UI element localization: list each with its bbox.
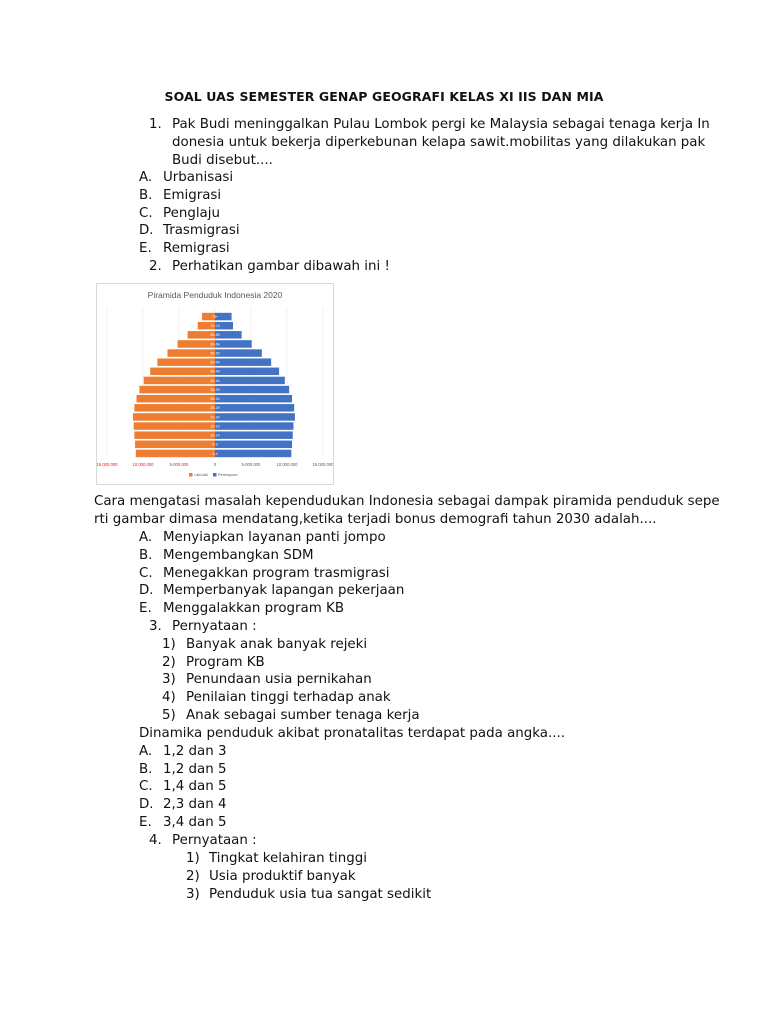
page-title: SOAL UAS SEMESTER GENAP GEOGRAFI KELAS XI IIS DAN MIA [164,89,604,104]
option-letter: B. [139,548,153,563]
option-text: Penglaju [163,206,220,221]
question-number: 3. [149,619,162,634]
category-label: 65-69 [210,333,220,338]
bar-perempuan [215,349,262,356]
legend-label: Laki-laki [194,473,208,477]
bar-perempuan [215,395,292,402]
bar-perempuan [215,450,291,457]
statement-number: 2) [186,869,200,884]
legend-swatch [189,473,193,477]
bar-laki-laki [178,340,215,347]
statement-text: Tingkat kelahiran tinggi [209,851,367,866]
bar-perempuan [215,422,293,429]
bar-laki-laki [167,349,215,356]
chart-title: Piramida Penduduk Indonesia 2020 [147,290,283,300]
x-tick-label: 15.000.000 [97,462,118,467]
option-text: Menyiapkan layanan panti jompo [163,530,386,545]
statement-text: Penduduk usia tua sangat sedikit [209,887,432,902]
bar-laki-laki [133,413,215,420]
bar-laki-laki [150,368,215,375]
category-label: 0-4 [212,451,218,456]
category-label: 50-54 [210,360,220,365]
option-text: Emigrasi [163,188,222,203]
question-text: Pernyataan : [172,833,257,848]
category-label: 55-59 [210,351,220,356]
option-letter: B. [139,188,153,203]
x-tick-label: 5.000.000 [241,462,261,467]
option-letter: A. [139,744,153,759]
option-text: 1,2 dan 5 [163,762,227,777]
question-text-line: donesia untuk bekerja diperkebunan kelapa sawit.mobilitas yang dilakukan pak [172,135,706,150]
x-tick-label: 15.000.000 [312,462,333,467]
statement-number: 3) [186,887,200,902]
bar-perempuan [215,413,295,420]
category-label: 60-64 [210,342,220,347]
bar-laki-laki [137,395,215,402]
statement-number: 5) [162,708,176,723]
option-letter: C. [139,779,153,794]
option-text: 1,2 dan 3 [163,744,227,759]
option-letter: D. [139,583,154,598]
statement-text: Usia produktif banyak [209,869,356,884]
option-letter: D. [139,223,154,238]
option-letter: B. [139,762,153,777]
category-label: 30-34 [210,397,220,402]
x-tick-label: 10.000.000 [132,462,154,467]
option-letter: E. [139,815,152,830]
question-text-line: rti gambar dimasa mendatang,ketika terjadi bonus demografi tahun 2030 adalah.... [94,512,657,527]
bar-laki-laki [134,404,215,411]
option-letter: A. [139,170,153,185]
bar-perempuan [215,431,293,438]
statement-text: Penundaan usia pernikahan [186,672,372,687]
question-number: 2. [149,259,162,274]
legend-swatch [213,473,217,477]
bar-perempuan [215,368,279,375]
question-text: Perhatikan gambar dibawah ini ! [172,259,390,274]
statement-number: 1) [186,851,200,866]
option-letter: C. [139,206,153,221]
option-letter: D. [139,797,154,812]
bar-laki-laki [134,422,215,429]
statement-number: 3) [162,672,176,687]
question-number: 4. [149,833,162,848]
bar-laki-laki [136,450,218,457]
option-text: Memperbanyak lapangan pekerjaan [163,583,405,598]
bar-laki-laki [139,386,215,393]
question-text-line: Budi disebut.... [172,153,273,168]
question-text-line: Pak Budi meninggalkan Pulau Lombok pergi ke Malaysia sebagai tenaga kerja In [172,117,710,132]
x-tick-label: 10.000.000 [276,462,298,467]
option-text: Trasmigrasi [163,223,240,238]
statement-text: Anak sebagai sumber tenaga kerja [186,708,420,723]
option-text: Urbanisasi [163,170,234,185]
category-label: 70-74 [210,324,220,329]
bar-perempuan [215,441,292,448]
bar-laki-laki [144,377,215,384]
bar-perempuan [215,404,294,411]
option-letter: E. [139,241,152,256]
x-tick-label: 5.000.000 [169,462,189,467]
category-label: 15-19 [210,424,220,429]
category-label: 40-44 [210,378,220,383]
statement-text: Banyak anak banyak rejeki [186,637,368,652]
category-label: 35-39 [210,387,220,392]
question-text-line: Cara mengatasi masalah kependudukan Indonesia sebagai dampak piramida penduduk sepe [94,494,720,509]
bar-perempuan [215,340,252,347]
option-text: 1,4 dan 5 [163,779,227,794]
category-label: 10-14 [210,433,220,438]
statement-number: 2) [162,655,176,670]
bar-perempuan [215,358,271,365]
population-pyramid-chart [96,283,334,485]
bar-perempuan [215,386,289,393]
option-letter: C. [139,566,153,581]
bar-laki-laki [157,358,215,365]
question-number: 1. [149,117,162,132]
category-label: 5-9 [212,442,218,447]
statement-text: Program KB [186,655,265,670]
option-text: 2,3 dan 4 [163,797,227,812]
statement-text: Penilaian tinggi terhadap anak [186,690,391,705]
question-stem: Dinamika penduduk akibat pronatalitas terdapat pada angka.... [139,726,566,741]
chart-svg [97,284,333,484]
bar-laki-laki [135,441,218,448]
option-letter: E. [139,601,152,616]
x-tick-label: 0 [213,462,217,467]
option-text: Menggalakkan program KB [163,601,345,616]
option-text: Mengembangkan SDM [163,548,314,563]
statement-number: 1) [162,637,176,652]
statement-number: 4) [162,690,176,705]
question-text: Pernyataan : [172,619,257,634]
category-label: 20-24 [210,415,220,420]
option-text: Remigrasi [163,241,230,256]
bar-perempuan [215,377,285,384]
category-label: 75+ [211,314,219,319]
option-text: Menegakkan program trasmigrasi [163,566,390,581]
bar-laki-laki [134,431,215,438]
category-label: 25-29 [210,406,220,411]
option-letter: A. [139,530,153,545]
option-text: 3,4 dan 5 [163,815,227,830]
category-label: 45-49 [210,369,220,374]
legend-label: Perempuan [218,473,238,477]
